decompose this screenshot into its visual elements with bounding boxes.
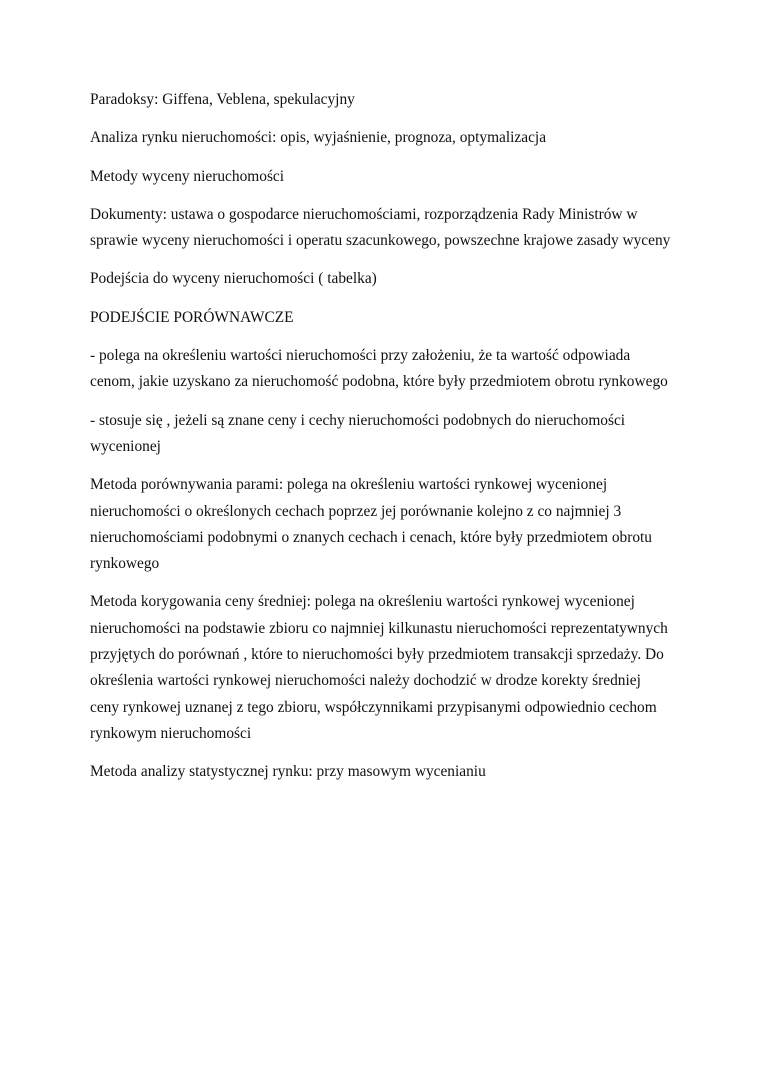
text-line: - stosuje się , jeżeli są znane ceny i cechy nieruchomości podobnych do nieruchomości — [90, 411, 626, 429]
text-line: nieruchomościami podobnymi o znanych cechach i cenach, które były przedmiotem obrotu — [90, 528, 652, 546]
paragraph-approaches — [90, 266, 680, 292]
document-body — [90, 87, 680, 798]
text-line: Metoda korygowania ceny średniej: polega na określeniu wartości rynkowej wycenionej — [90, 593, 635, 611]
text-line: rynkowym nieruchomości — [90, 724, 252, 742]
section-heading-comparative-approach — [90, 305, 680, 331]
text-line: nieruchomości na podstawie zbioru co najmniej kilkunastu nieruchomości reprezentatywnych — [90, 619, 668, 637]
paragraph-statistical-method — [90, 759, 680, 785]
text-line: nieruchomości o określonych cechach poprzez jej porównanie kolejno z co najmniej 3 — [90, 502, 622, 520]
paragraph-paradoxes — [90, 87, 680, 113]
text-line: Dokumenty: ustawa o gospodarce nieruchomościami, rozporządzenia Rady Ministrów w — [90, 205, 638, 223]
paragraph-pairwise-method — [90, 472, 680, 577]
text-line: wycenionej — [90, 437, 161, 455]
text-line: Analiza rynku nieruchomości: opis, wyjaśnienie, prognoza, optymalizacja — [90, 129, 547, 147]
paragraph-valuation-methods — [90, 164, 680, 190]
paragraph-market-analysis — [90, 125, 680, 151]
text-line: rynkowego — [90, 555, 160, 573]
paragraph-average-price-method — [90, 589, 680, 747]
text-line: Paradoksy: Giffena, Veblena, spekulacyjny — [90, 91, 355, 108]
paragraph-approach-definition — [90, 343, 680, 396]
paragraph-documents — [90, 202, 680, 255]
text-line: ceny rynkowej uznanej z tego zbioru, współczynnikami przypisanymi odpowiednio cechom — [90, 698, 657, 716]
text-line: Metoda analizy statystycznej rynku: przy masowym wycenianiu — [90, 763, 486, 781]
text-line: cenom, jakie uzyskano za nieruchomość podobna, które były przedmiotem obrotu rynkowego — [90, 373, 668, 391]
text-line: Metody wyceny nieruchomości — [90, 167, 285, 185]
text-line: - polega na określeniu wartości nieruchomości przy założeniu, że ta wartość odpowiada — [90, 347, 631, 365]
text-line: przyjętych do porównań , które to nieruchomości były przedmiotem transakcji sprzedaży. Do — [90, 646, 664, 664]
text-line: PODEJŚCIE PORÓWNAWCZE — [90, 308, 294, 326]
paragraph-approach-usage — [90, 408, 680, 461]
text-line: Podejścia do wyceny nieruchomości ( tabelka) — [90, 270, 377, 288]
text-line: określenia wartości rynkowej nieruchomości należy dochodzić w drodze korekty średniej — [90, 672, 641, 690]
text-line: Metoda porównywania parami: polega na określeniu wartości rynkowej wycenionej — [90, 476, 608, 494]
text-line: sprawie wyceny nieruchomości i operatu szacunkowego, powszechne krajowe zasady wyceny — [90, 232, 671, 250]
